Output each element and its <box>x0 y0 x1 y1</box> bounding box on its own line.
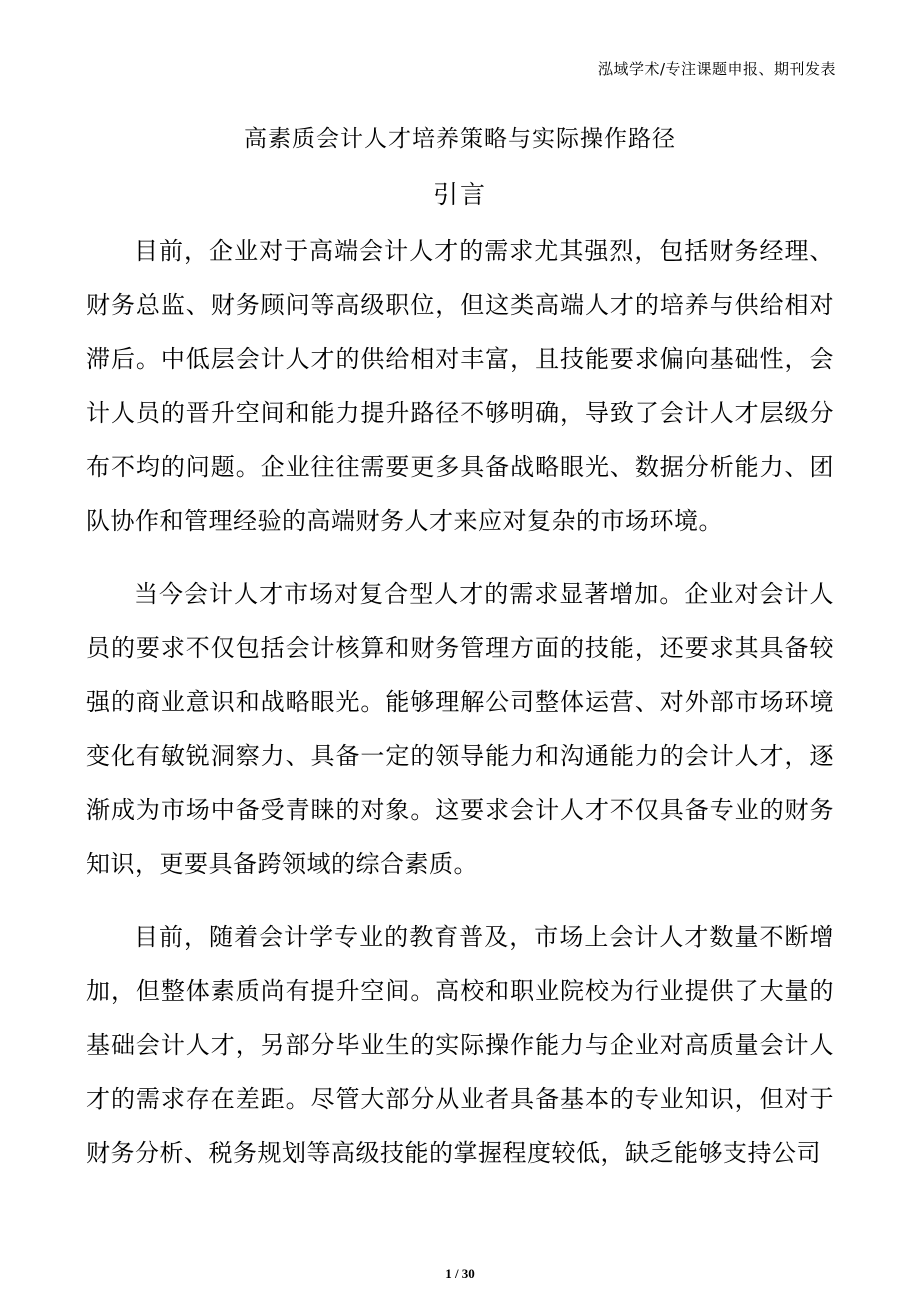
paragraph-1: 目前，企业对于高端会计人才的需求尤其强烈，包括财务经理、财务总监、财务顾问等高级职位，但这类高端人才的培养与供给相对滞后。中低层会计人才的供给相对丰富，且技能要求偏向基础性，会计人员的晋升空间和能力提升路径不够明确，导致了会计人才层级分布不均的问题。企业往往需要更多具备战略眼光、数据分析能力、团队协作和管理经验的高端财务人才来应对复杂的市场环境。 <box>86 237 834 535</box>
section-heading: 引言 <box>432 180 487 209</box>
document-title: 高素质会计人才培养策略与实际操作路径 <box>244 126 676 152</box>
header-note: 泓域学术/专注课题申报、期刊发表 <box>597 60 836 78</box>
paragraph-3: 目前，随着会计学专业的教育普及，市场上会计人才数量不断增加，但整体素质尚有提升空间。高校和职业院校为行业提供了大量的基础会计人才，另部分毕业生的实际操作能力与企业对高质量会计人才的需求存在差距。尽管大部分从业者具备基本的专业知识，但对于财务分析、税务规划等高级技能的掌握程度较低，缺乏能够支持公司 <box>86 923 834 1167</box>
page-number: 1 / 30 <box>445 1266 475 1281</box>
body-text <box>86 224 834 1199</box>
paragraph-2: 当今会计人才市场对复合型人才的需求显著增加。企业对会计人员的要求不仅包括会计核算和财务管理方面的技能，还要求其具备较强的商业意识和战略眼光。能够理解公司整体运营、对外部市场环境变化有敏锐洞察力、具备一定的领导能力和沟通能力的会计人才，逐渐成为市场中备受青睐的对象。这要求会计人才不仅具备专业的财务知识，更要具备跨领域的综合素质。 <box>86 580 834 878</box>
